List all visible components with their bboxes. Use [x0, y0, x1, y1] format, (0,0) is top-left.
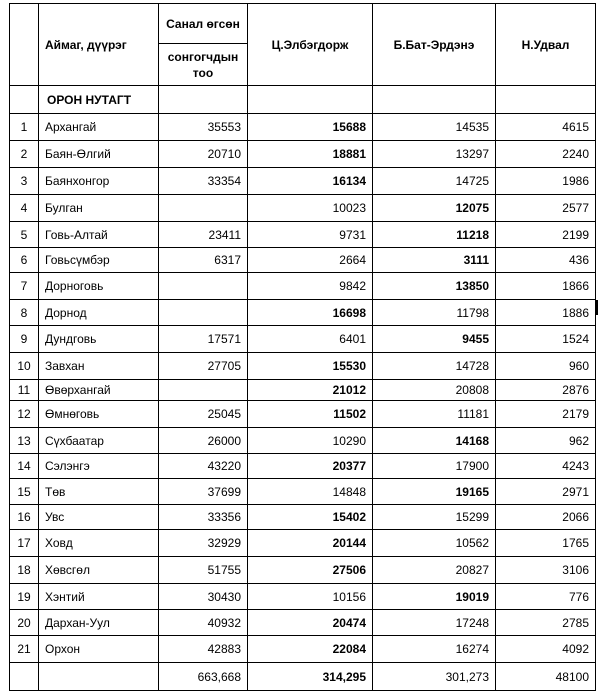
- row-number: 18: [10, 557, 39, 584]
- row-votes-elbegdorj: 21012: [248, 380, 373, 401]
- row-voters: 37699: [159, 479, 248, 505]
- header-candidate-bat-erdene: Б.Бат-Эрдэнэ: [373, 4, 496, 86]
- row-voters: [159, 195, 248, 222]
- row-votes-bat-erdene: 14535: [373, 114, 496, 141]
- row-votes-bat-erdene: 15299: [373, 505, 496, 530]
- row-votes-elbegdorj: 10156: [248, 584, 373, 610]
- row-votes-udval: 2240: [496, 141, 596, 168]
- row-voters: [159, 273, 248, 300]
- row-votes-udval: 1986: [496, 168, 596, 195]
- row-votes-elbegdorj: 27506: [248, 557, 373, 584]
- section-label: ОРОН НУТАГТ: [39, 86, 159, 114]
- row-votes-bat-erdene: 14168: [373, 428, 496, 454]
- row-votes-elbegdorj: 15402: [248, 505, 373, 530]
- header-number: [10, 4, 39, 86]
- table-row: [10, 428, 596, 454]
- table-row: [10, 300, 596, 326]
- row-number: 8: [10, 300, 39, 326]
- table-row: [10, 401, 596, 428]
- row-number: 6: [10, 248, 39, 273]
- row-voters: 27705: [159, 353, 248, 380]
- row-number: 1: [10, 114, 39, 141]
- row-number: 17: [10, 530, 39, 557]
- row-voters: 25045: [159, 401, 248, 428]
- row-votes-bat-erdene: 11218: [373, 222, 496, 248]
- row-aimag-name: Төв: [39, 479, 159, 505]
- row-votes-bat-erdene: 20827: [373, 557, 496, 584]
- table-row: [10, 610, 596, 636]
- row-votes-elbegdorj: 11502: [248, 401, 373, 428]
- row-votes-bat-erdene: 16274: [373, 636, 496, 663]
- row-number: 16: [10, 505, 39, 530]
- row-votes-udval: 2199: [496, 222, 596, 248]
- row-votes-bat-erdene: 17248: [373, 610, 496, 636]
- row-votes-bat-erdene: 13850: [373, 273, 496, 300]
- row-aimag-name: Говьсүмбэр: [39, 248, 159, 273]
- row-votes-udval: 1524: [496, 326, 596, 353]
- row-votes-udval: 436: [496, 248, 596, 273]
- row-votes-elbegdorj: 16134: [248, 168, 373, 195]
- row-number: 2: [10, 141, 39, 168]
- row-votes-elbegdorj: 10290: [248, 428, 373, 454]
- table-row: [10, 273, 596, 300]
- row-voters: 42883: [159, 636, 248, 663]
- row-voters: 20710: [159, 141, 248, 168]
- row-number: 5: [10, 222, 39, 248]
- table-row: [10, 326, 596, 353]
- election-results-table: [9, 3, 596, 691]
- row-number: 14: [10, 454, 39, 479]
- table-row: [10, 353, 596, 380]
- row-number: 13: [10, 428, 39, 454]
- table-row: [10, 195, 596, 222]
- row-votes-bat-erdene: 20808: [373, 380, 496, 401]
- header-votes-top: Санал өгсөн: [159, 4, 248, 44]
- row-number: 15: [10, 479, 39, 505]
- row-number: 11: [10, 380, 39, 401]
- row-votes-bat-erdene: 17900: [373, 454, 496, 479]
- row-number: 21: [10, 636, 39, 663]
- row-votes-elbegdorj: 9731: [248, 222, 373, 248]
- row-voters: 35553: [159, 114, 248, 141]
- row-aimag-name: Ховд: [39, 530, 159, 557]
- table-row: [10, 530, 596, 557]
- row-votes-elbegdorj: 20474: [248, 610, 373, 636]
- totals-row: [10, 663, 596, 691]
- row-votes-bat-erdene: 12075: [373, 195, 496, 222]
- row-votes-udval: 1765: [496, 530, 596, 557]
- row-votes-udval: 1886: [496, 300, 596, 326]
- header-candidate-udval: Н.Удвал: [496, 4, 596, 86]
- table-row: [10, 114, 596, 141]
- row-number: 4: [10, 195, 39, 222]
- row-votes-bat-erdene: 13297: [373, 141, 496, 168]
- table-row: [10, 380, 596, 401]
- total-bat-erdene: 301,273: [373, 663, 496, 691]
- row-aimag-name: Хөвсгөл: [39, 557, 159, 584]
- table-row: [10, 454, 596, 479]
- row-votes-bat-erdene: 9455: [373, 326, 496, 353]
- row-number: 7: [10, 273, 39, 300]
- row-votes-udval: 2971: [496, 479, 596, 505]
- row-voters: 40932: [159, 610, 248, 636]
- row-aimag-name: Архангай: [39, 114, 159, 141]
- row-votes-elbegdorj: 6401: [248, 326, 373, 353]
- row-votes-udval: 960: [496, 353, 596, 380]
- row-aimag-name: Сэлэнгэ: [39, 454, 159, 479]
- row-voters: 51755: [159, 557, 248, 584]
- total-elbegdorj: 314,295: [248, 663, 373, 691]
- header-aimag: Аймаг, дүүрэг: [39, 4, 159, 86]
- row-number: 3: [10, 168, 39, 195]
- totals-number-blank: [10, 663, 39, 691]
- row-aimag-name: Хэнтий: [39, 584, 159, 610]
- row-number: 12: [10, 401, 39, 428]
- row-voters: 23411: [159, 222, 248, 248]
- row-votes-udval: 962: [496, 428, 596, 454]
- row-aimag-name: Орхон: [39, 636, 159, 663]
- row-votes-bat-erdene: 11181: [373, 401, 496, 428]
- total-voters: 663,668: [159, 663, 248, 691]
- table-row: [10, 222, 596, 248]
- row-aimag-name: Дархан-Уул: [39, 610, 159, 636]
- row-number: 10: [10, 353, 39, 380]
- row-votes-bat-erdene: 10562: [373, 530, 496, 557]
- row-votes-elbegdorj: 14848: [248, 479, 373, 505]
- row-votes-udval: 2577: [496, 195, 596, 222]
- row-votes-udval: 4243: [496, 454, 596, 479]
- row-aimag-name: Баян-Өлгий: [39, 141, 159, 168]
- row-aimag-name: Говь-Алтай: [39, 222, 159, 248]
- table-row: [10, 636, 596, 663]
- row-votes-bat-erdene: 3111: [373, 248, 496, 273]
- row-number: 19: [10, 584, 39, 610]
- row-votes-elbegdorj: 15530: [248, 353, 373, 380]
- row-aimag-name: Сүхбаатар: [39, 428, 159, 454]
- table-row: [10, 168, 596, 195]
- row-votes-elbegdorj: 15688: [248, 114, 373, 141]
- row-votes-bat-erdene: 14728: [373, 353, 496, 380]
- row-votes-udval: 4092: [496, 636, 596, 663]
- row-aimag-name: Булган: [39, 195, 159, 222]
- table-row: [10, 479, 596, 505]
- row-aimag-name: Завхан: [39, 353, 159, 380]
- row-aimag-name: Увс: [39, 505, 159, 530]
- row-votes-elbegdorj: 16698: [248, 300, 373, 326]
- row-votes-bat-erdene: 14725: [373, 168, 496, 195]
- total-udval: 48100: [496, 663, 596, 691]
- row-votes-elbegdorj: 10023: [248, 195, 373, 222]
- row-number: 20: [10, 610, 39, 636]
- row-voters: 6317: [159, 248, 248, 273]
- row-voters: 17571: [159, 326, 248, 353]
- row-votes-elbegdorj: 18881: [248, 141, 373, 168]
- row-votes-elbegdorj: 20377: [248, 454, 373, 479]
- row-votes-elbegdorj: 2664: [248, 248, 373, 273]
- row-aimag-name: Дорнод: [39, 300, 159, 326]
- table-row: [10, 584, 596, 610]
- row-aimag-name: Баянхонгор: [39, 168, 159, 195]
- row-votes-udval: 2876: [496, 380, 596, 401]
- header-row-top: [10, 4, 596, 44]
- row-voters: 26000: [159, 428, 248, 454]
- row-aimag-name: Дорноговь: [39, 273, 159, 300]
- row-voters: 33356: [159, 505, 248, 530]
- table-row: [10, 248, 596, 273]
- row-aimag-name: Өмнөговь: [39, 401, 159, 428]
- row-voters: 43220: [159, 454, 248, 479]
- row-voters: 33354: [159, 168, 248, 195]
- row-votes-udval: 776: [496, 584, 596, 610]
- row-aimag-name: Дундговь: [39, 326, 159, 353]
- row-votes-udval: 2785: [496, 610, 596, 636]
- row-number: 9: [10, 326, 39, 353]
- row-votes-bat-erdene: 11798: [373, 300, 496, 326]
- table-row: [10, 557, 596, 584]
- header-candidate-elbegdorj: Ц.Элбэгдорж: [248, 4, 373, 86]
- text-cursor-mark: [596, 300, 598, 315]
- row-voters: 32929: [159, 530, 248, 557]
- section-row: [10, 86, 596, 114]
- row-votes-elbegdorj: 22084: [248, 636, 373, 663]
- row-voters: 30430: [159, 584, 248, 610]
- row-votes-udval: 4615: [496, 114, 596, 141]
- totals-name-blank: [39, 663, 159, 691]
- table-row: [10, 141, 596, 168]
- row-voters: [159, 380, 248, 401]
- row-votes-udval: 2066: [496, 505, 596, 530]
- row-votes-elbegdorj: 9842: [248, 273, 373, 300]
- row-votes-udval: 2179: [496, 401, 596, 428]
- row-votes-elbegdorj: 20144: [248, 530, 373, 557]
- header-votes-bottom: сонгогчдын тоо: [159, 44, 248, 86]
- row-votes-udval: 3106: [496, 557, 596, 584]
- row-voters: [159, 300, 248, 326]
- row-aimag-name: Өвөрхангай: [39, 380, 159, 401]
- table-row: [10, 505, 596, 530]
- row-votes-bat-erdene: 19165: [373, 479, 496, 505]
- row-votes-udval: 1866: [496, 273, 596, 300]
- row-votes-bat-erdene: 19019: [373, 584, 496, 610]
